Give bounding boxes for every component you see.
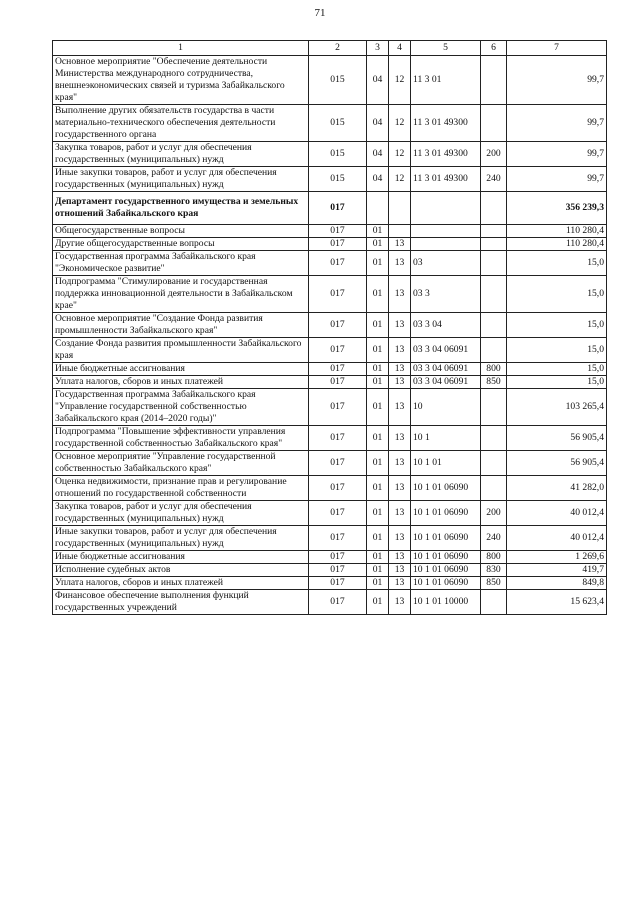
row-sum-cell: 15,0 [507, 276, 607, 313]
row-rz-cell: 01 [367, 225, 389, 238]
table-row [53, 142, 607, 167]
row-name-cell: Государственная программа Забайкальского края "Экономическое развитие" [53, 251, 309, 276]
row-vr-cell [481, 192, 507, 225]
row-name-cell: Финансовое обеспечение выполнения функций государственных учреждений [53, 590, 309, 615]
row-grbs-cell: 017 [309, 551, 367, 564]
column-header: 3 [367, 41, 389, 56]
row-csr-cell: 10 1 01 06090 [411, 551, 481, 564]
row-pr-cell: 12 [389, 56, 411, 105]
row-csr-cell: 10 1 01 06090 [411, 564, 481, 577]
row-name-cell: Основное мероприятие "Управление государственной собственностью Забайкальского края" [53, 451, 309, 476]
table-row [53, 564, 607, 577]
row-grbs-cell: 015 [309, 105, 367, 142]
row-grbs-cell: 015 [309, 56, 367, 105]
row-name-cell: Другие общегосударственные вопросы [53, 238, 309, 251]
table-row [53, 363, 607, 376]
row-vr-cell [481, 338, 507, 363]
row-name-cell: Иные закупки товаров, работ и услуг для обеспечения государственных (муниципальных) нужд [53, 167, 309, 192]
table-row [53, 56, 607, 105]
row-rz-cell: 01 [367, 551, 389, 564]
row-csr-cell: 03 3 04 06091 [411, 376, 481, 389]
row-name-cell: Основное мероприятие "Создание Фонда развития промышленности Забайкальского края" [53, 313, 309, 338]
row-grbs-cell: 017 [309, 238, 367, 251]
table-row [53, 426, 607, 451]
row-grbs-cell: 017 [309, 426, 367, 451]
row-grbs-cell: 017 [309, 192, 367, 225]
row-name-cell: Общегосударственные вопросы [53, 225, 309, 238]
row-csr-cell: 10 1 [411, 426, 481, 451]
row-pr-cell: 12 [389, 142, 411, 167]
table-row [53, 501, 607, 526]
table-row [53, 313, 607, 338]
row-rz-cell: 01 [367, 376, 389, 389]
row-vr-cell [481, 451, 507, 476]
row-name-cell: Государственная программа Забайкальского края "Управление государственной собственностью Забайкальского края (2014–2020 годы)" [53, 389, 309, 426]
table-row [53, 451, 607, 476]
row-name-cell: Выполнение других обязательств государства в части материально-технического обеспечения деятельности государственного органа [53, 105, 309, 142]
row-grbs-cell: 017 [309, 225, 367, 238]
row-rz-cell: 01 [367, 276, 389, 313]
row-vr-cell [481, 251, 507, 276]
row-csr-cell: 11 3 01 49300 [411, 105, 481, 142]
row-pr-cell [389, 192, 411, 225]
table-row [53, 167, 607, 192]
row-sum-cell: 99,7 [507, 167, 607, 192]
row-csr-cell: 11 3 01 [411, 56, 481, 105]
row-sum-cell: 99,7 [507, 56, 607, 105]
row-grbs-cell: 017 [309, 338, 367, 363]
row-grbs-cell: 017 [309, 564, 367, 577]
header-row [53, 41, 607, 56]
row-name-cell: Уплата налогов, сборов и иных платежей [53, 376, 309, 389]
row-csr-cell: 11 3 01 49300 [411, 167, 481, 192]
row-sum-cell: 110 280,4 [507, 225, 607, 238]
row-rz-cell: 01 [367, 501, 389, 526]
row-name-cell: Иные бюджетные ассигнования [53, 363, 309, 376]
row-name-cell: Департамент государственного имущества и земельных отношений Забайкальского края [53, 192, 309, 225]
row-rz-cell: 01 [367, 526, 389, 551]
row-grbs-cell: 017 [309, 251, 367, 276]
row-sum-cell: 56 905,4 [507, 451, 607, 476]
row-pr-cell: 13 [389, 426, 411, 451]
column-header: 5 [411, 41, 481, 56]
row-grbs-cell: 017 [309, 276, 367, 313]
row-csr-cell: 10 1 01 06090 [411, 526, 481, 551]
row-rz-cell: 04 [367, 56, 389, 105]
table-row [53, 338, 607, 363]
row-pr-cell: 13 [389, 577, 411, 590]
row-pr-cell: 13 [389, 238, 411, 251]
row-csr-cell: 10 1 01 10000 [411, 590, 481, 615]
row-vr-cell: 240 [481, 167, 507, 192]
column-header: 7 [507, 41, 607, 56]
row-sum-cell: 15,0 [507, 313, 607, 338]
row-name-cell: Закупка товаров, работ и услуг для обеспечения государственных (муниципальных) нужд [53, 142, 309, 167]
table-row [53, 251, 607, 276]
row-name-cell: Исполнение судебных актов [53, 564, 309, 577]
row-vr-cell: 800 [481, 551, 507, 564]
row-vr-cell: 240 [481, 526, 507, 551]
table-row [53, 389, 607, 426]
row-pr-cell: 13 [389, 476, 411, 501]
table-header [53, 41, 607, 56]
row-sum-cell: 1 269,6 [507, 551, 607, 564]
row-csr-cell: 03 3 04 [411, 313, 481, 338]
row-rz-cell: 01 [367, 238, 389, 251]
row-pr-cell: 13 [389, 551, 411, 564]
row-rz-cell [367, 192, 389, 225]
row-vr-cell [481, 476, 507, 501]
row-csr-cell: 11 3 01 49300 [411, 142, 481, 167]
row-pr-cell: 13 [389, 451, 411, 476]
table-row [53, 577, 607, 590]
row-sum-cell: 15,0 [507, 363, 607, 376]
table-row [53, 192, 607, 225]
row-sum-cell: 40 012,4 [507, 526, 607, 551]
row-vr-cell: 850 [481, 376, 507, 389]
row-rz-cell: 01 [367, 338, 389, 363]
row-sum-cell: 356 239,3 [507, 192, 607, 225]
row-csr-cell: 10 [411, 389, 481, 426]
row-sum-cell: 40 012,4 [507, 501, 607, 526]
table-body [53, 56, 607, 615]
row-vr-cell [481, 276, 507, 313]
table-row [53, 105, 607, 142]
row-csr-cell: 03 3 04 06091 [411, 338, 481, 363]
row-name-cell: Закупка товаров, работ и услуг для обеспечения государственных (муниципальных) нужд [53, 501, 309, 526]
row-grbs-cell: 017 [309, 577, 367, 590]
row-pr-cell: 13 [389, 338, 411, 363]
row-pr-cell: 13 [389, 526, 411, 551]
table-row [53, 590, 607, 615]
row-csr-cell: 10 1 01 06090 [411, 501, 481, 526]
row-csr-cell [411, 225, 481, 238]
row-rz-cell: 04 [367, 167, 389, 192]
row-pr-cell: 13 [389, 389, 411, 426]
row-name-cell: Оценка недвижимости, признание прав и регулирование отношений по государственной собственности [53, 476, 309, 501]
row-csr-cell [411, 238, 481, 251]
row-grbs-cell: 017 [309, 476, 367, 501]
row-csr-cell: 10 1 01 06090 [411, 476, 481, 501]
row-rz-cell: 04 [367, 142, 389, 167]
row-pr-cell: 13 [389, 363, 411, 376]
row-pr-cell: 12 [389, 167, 411, 192]
row-vr-cell: 200 [481, 501, 507, 526]
column-header: 2 [309, 41, 367, 56]
row-name-cell: Уплата налогов, сборов и иных платежей [53, 577, 309, 590]
row-rz-cell: 01 [367, 251, 389, 276]
row-sum-cell: 15 623,4 [507, 590, 607, 615]
row-sum-cell: 15,0 [507, 338, 607, 363]
row-grbs-cell: 017 [309, 313, 367, 338]
row-sum-cell: 849,8 [507, 577, 607, 590]
row-rz-cell: 01 [367, 313, 389, 338]
row-vr-cell [481, 590, 507, 615]
row-name-cell: Иные закупки товаров, работ и услуг для обеспечения государственных (муниципальных) нужд [53, 526, 309, 551]
row-vr-cell [481, 389, 507, 426]
row-csr-cell: 03 3 [411, 276, 481, 313]
row-vr-cell [481, 105, 507, 142]
row-pr-cell: 13 [389, 313, 411, 338]
row-sum-cell: 99,7 [507, 142, 607, 167]
column-header: 6 [481, 41, 507, 56]
row-sum-cell: 15,0 [507, 251, 607, 276]
page-number: 71 [314, 7, 326, 19]
row-csr-cell: 10 1 01 [411, 451, 481, 476]
row-rz-cell: 01 [367, 451, 389, 476]
row-sum-cell: 56 905,4 [507, 426, 607, 451]
row-sum-cell: 419,7 [507, 564, 607, 577]
row-pr-cell: 13 [389, 501, 411, 526]
row-pr-cell: 12 [389, 105, 411, 142]
row-grbs-cell: 015 [309, 142, 367, 167]
row-rz-cell: 01 [367, 363, 389, 376]
row-grbs-cell: 017 [309, 451, 367, 476]
row-rz-cell: 01 [367, 590, 389, 615]
row-csr-cell: 10 1 01 06090 [411, 577, 481, 590]
row-grbs-cell: 017 [309, 363, 367, 376]
table-row [53, 551, 607, 564]
row-grbs-cell: 017 [309, 526, 367, 551]
table-row [53, 526, 607, 551]
row-pr-cell [389, 225, 411, 238]
row-vr-cell [481, 426, 507, 451]
row-sum-cell: 41 282,0 [507, 476, 607, 501]
row-rz-cell: 01 [367, 564, 389, 577]
row-rz-cell: 01 [367, 577, 389, 590]
row-pr-cell: 13 [389, 376, 411, 389]
row-pr-cell: 13 [389, 564, 411, 577]
row-csr-cell: 03 3 04 06091 [411, 363, 481, 376]
row-grbs-cell: 017 [309, 376, 367, 389]
row-rz-cell: 01 [367, 426, 389, 451]
column-header: 1 [53, 41, 309, 56]
row-vr-cell [481, 225, 507, 238]
row-pr-cell: 13 [389, 276, 411, 313]
row-vr-cell [481, 56, 507, 105]
table-row [53, 276, 607, 313]
row-pr-cell: 13 [389, 590, 411, 615]
row-name-cell: Создание Фонда развития промышленности Забайкальского края [53, 338, 309, 363]
row-name-cell: Основное мероприятие "Обеспечение деятельности Министерства международного сотрудничества, внешнеэкономических связей и туризма Забайкальского края" [53, 56, 309, 105]
row-vr-cell: 830 [481, 564, 507, 577]
row-grbs-cell: 017 [309, 389, 367, 426]
row-pr-cell: 13 [389, 251, 411, 276]
row-sum-cell: 15,0 [507, 376, 607, 389]
table-row [53, 376, 607, 389]
row-name-cell: Подпрограмма "Стимулирование и государственная поддержка инновационной деятельности в Забайкальском крае" [53, 276, 309, 313]
row-grbs-cell: 017 [309, 590, 367, 615]
row-sum-cell: 103 265,4 [507, 389, 607, 426]
table-row [53, 476, 607, 501]
row-grbs-cell: 017 [309, 501, 367, 526]
row-rz-cell: 01 [367, 389, 389, 426]
table-row [53, 238, 607, 251]
row-name-cell: Подпрограмма "Повышение эффективности управления государственной собственностью Забайкальского края" [53, 426, 309, 451]
row-rz-cell: 01 [367, 476, 389, 501]
row-csr-cell [411, 192, 481, 225]
row-rz-cell: 04 [367, 105, 389, 142]
row-grbs-cell: 015 [309, 167, 367, 192]
row-name-cell: Иные бюджетные ассигнования [53, 551, 309, 564]
row-vr-cell [481, 313, 507, 338]
budget-table [52, 40, 607, 615]
row-sum-cell: 99,7 [507, 105, 607, 142]
row-sum-cell: 110 280,4 [507, 238, 607, 251]
column-header: 4 [389, 41, 411, 56]
row-vr-cell: 200 [481, 142, 507, 167]
row-vr-cell: 800 [481, 363, 507, 376]
row-vr-cell [481, 238, 507, 251]
row-vr-cell: 850 [481, 577, 507, 590]
row-csr-cell: 03 [411, 251, 481, 276]
table-row [53, 225, 607, 238]
